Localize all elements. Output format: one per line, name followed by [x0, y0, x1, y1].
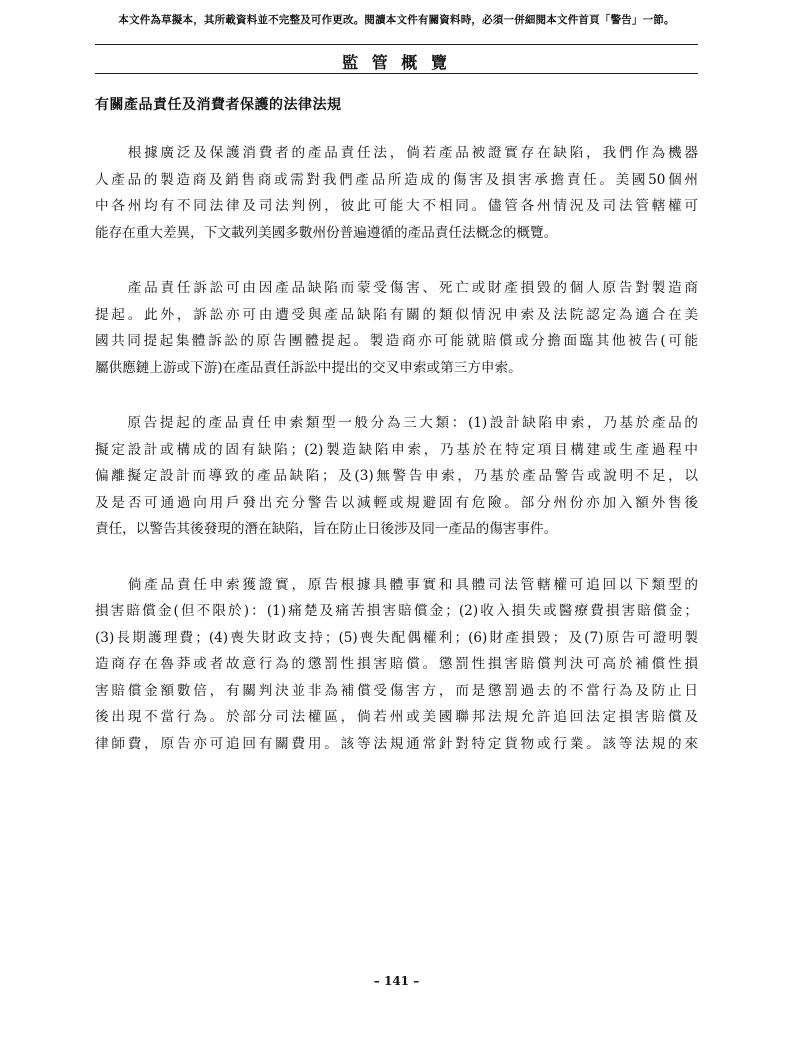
text-line: 責任，以警告其後發現的潛在缺陷，旨在防止日後涉及同一產品的傷害事件。 [95, 521, 558, 537]
text-line: 人產品的製造商及銷售商或需對我們產品所造成的傷害及損害承擔責任。美國50個州 [95, 171, 698, 188]
text-line: 後出現不當行為。於部分司法權區，倘若州或美國聯邦法規允許追回法定損害賠償及 [95, 709, 698, 725]
text-line: 產品責任訴訟可由因產品缺陷而蒙受傷害、死亡或財產損毀的個人原告對製造商 [95, 280, 698, 296]
text-line: 提起。此外，訴訟亦可由遭受與產品缺陷有關的類似情況申索及法院認定為適合在美 [95, 306, 698, 323]
header-rule-top [95, 44, 698, 45]
text-line: 屬供應鏈上游或下游)在產品責任訴訟中提出的交叉申索或第三方申索。 [95, 359, 522, 376]
text-line: 造商存在魯莽或者故意行為的懲罰性損害賠償。懲罰性損害賠償判決可高於補償性損 [95, 656, 698, 672]
header-rule-bottom [95, 73, 698, 74]
text-line: 害賠償金額數倍，有關判決並非為補償受傷害方，而是懲罰過去的不當行為及防止日 [95, 682, 698, 699]
draft-disclaimer: 本文件為草擬本，其所載資料並不完整及可作更改。閱讀本文件有關資料時，必須一併細閱本文件首頁「警告」一節。 [118, 14, 675, 26]
text-line: 國共同提起集體訴訟的原告團體提起。製造商亦可能就賠償或分擔面臨其他被告(可能 [95, 333, 698, 349]
text-line: 及是否可通過向用戶發出充分警告以減輕或規避固有危險。部分州份亦加入額外售後 [95, 494, 698, 511]
text-line: (3)長期護理費；(4)喪失財政支持；(5)喪失配偶權利；(6)財產損毀；及(7)原告可證明製 [95, 629, 698, 646]
paragraph-2 [95, 275, 698, 381]
text-line: 倘產品責任申索獲證實，原告根據具體事實和具體司法管轄權可追回以下類型的 [95, 576, 698, 593]
page-number: – 141 – [373, 974, 420, 988]
text-line: 能存在重大差異，下文載列美國多數州份普遍遵循的產品責任法概念的概覽。 [95, 224, 558, 241]
paragraph-3 [95, 410, 698, 543]
body-text [95, 140, 698, 786]
text-line: 律師費，原告亦可追回有關費用。該等法規通常針對特定貨物或行業。該等法規的來 [95, 735, 698, 752]
text-line: 擬定設計或構成的固有缺陷；(2)製造缺陷申索，乃基於在特定項目構建或生產過程中 [95, 441, 698, 458]
paragraph-4 [95, 572, 698, 758]
text-line: 損害賠償金(但不限於)：(1)痛楚及痛苦損害賠償金；(2)收入損失或醫療費損害賠償金； [95, 603, 698, 619]
text-line: 偏離擬定設計而導致的產品缺陷；及(3)無警告申索，乃基於產品警告或說明不足，以 [95, 468, 698, 484]
text-line: 中各州均有不同法律及司法判例，彼此可能大不相同。儘管各州情況及司法管轄權可 [95, 198, 698, 214]
text-line: 根據廣泛及保護消費者的產品責任法，倘若產品被證實存在缺陷，我們作為機器 [95, 145, 698, 161]
section-title: 監 管 概 覽 [342, 53, 451, 72]
sub-heading: 有關產品責任及消費者保護的法律法規 [95, 97, 342, 113]
text-line: 原告提起的產品責任申索類型一般分為三大類：(1)設計缺陷申索，乃基於產品的 [95, 415, 698, 431]
paragraph-1 [95, 140, 698, 246]
